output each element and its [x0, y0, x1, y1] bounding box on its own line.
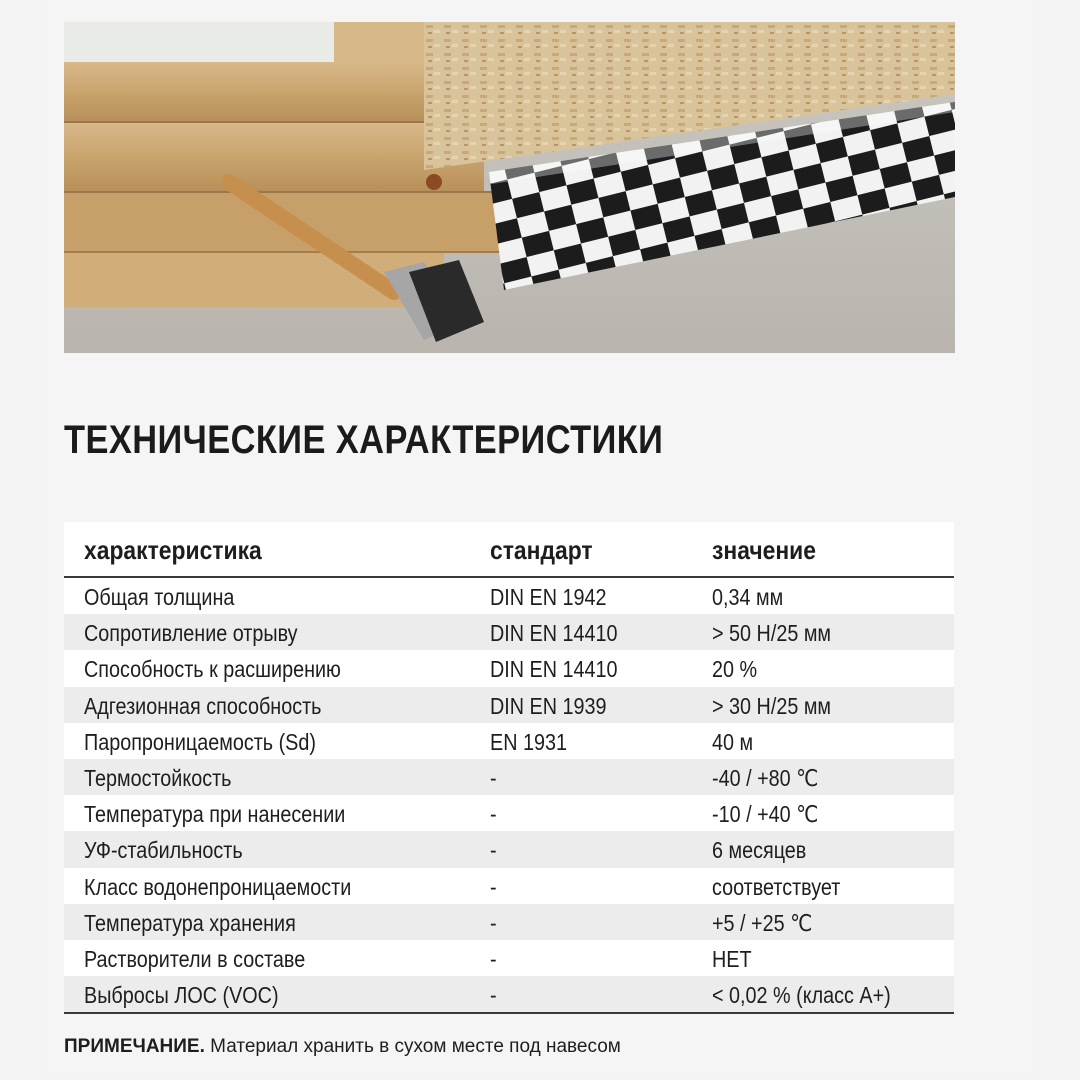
- storage-note: [64, 1036, 621, 1058]
- cell-standard: DIN EN 1942: [490, 584, 607, 610]
- table-row: [64, 795, 954, 831]
- cell-characteristic: УФ-стабильность: [84, 837, 243, 864]
- header-value: значение: [712, 535, 816, 565]
- cell-characteristic: Сопротивление отрыву: [84, 620, 298, 647]
- cell-standard: -: [490, 982, 497, 1009]
- cell-standard: -: [490, 764, 497, 791]
- cell-value: +5 / +25 ℃: [712, 909, 813, 936]
- cell-standard: DIN EN 14410: [490, 656, 618, 683]
- cell-characteristic: Растворители в составе: [84, 945, 306, 972]
- table-bottom-rule: [64, 1012, 954, 1014]
- specs-table: [64, 522, 954, 1014]
- cell-standard: -: [490, 909, 497, 936]
- cell-standard: DIN EN 14410: [490, 620, 618, 647]
- cell-value: > 50 Н/25 мм: [712, 620, 832, 647]
- cell-value: 40 м: [712, 728, 754, 755]
- table-row: [64, 976, 954, 1012]
- table-row: [64, 940, 954, 976]
- cell-characteristic: Класс водонепроницаемости: [84, 873, 352, 900]
- cell-characteristic: Адгезионная способность: [84, 692, 322, 719]
- cell-standard: -: [490, 945, 497, 972]
- table-row: [64, 650, 954, 686]
- cell-characteristic: Способность к расширению: [84, 656, 341, 683]
- cell-value: -40 / +80 ℃: [712, 764, 819, 791]
- header-characteristic: характеристика: [84, 535, 262, 565]
- cell-value: соответствует: [712, 873, 841, 900]
- note-text: Материал хранить в сухом месте под навесом: [204, 1036, 621, 1057]
- table-row: [64, 831, 954, 867]
- cell-standard: -: [490, 873, 497, 900]
- table-row: [64, 578, 954, 614]
- cell-standard: DIN EN 1939: [490, 692, 607, 719]
- table-body: [64, 578, 954, 1012]
- cell-characteristic: Температура хранения: [84, 909, 296, 936]
- table-row: [64, 723, 954, 759]
- cell-value: 6 месяцев: [712, 837, 807, 864]
- cell-characteristic: Выбросы ЛОС (VOC): [84, 982, 279, 1009]
- cell-standard: -: [490, 801, 497, 828]
- table-header: [64, 522, 954, 578]
- note-label: ПРИМЕЧАНИЕ.: [64, 1036, 205, 1057]
- table-row: [64, 868, 954, 904]
- table-row: [64, 904, 954, 940]
- cell-standard: -: [490, 837, 497, 864]
- cell-characteristic: Общая толщина: [84, 584, 235, 610]
- cell-value: < 0,02 % (класс А+): [712, 982, 891, 1009]
- cell-value: -10 / +40 ℃: [712, 801, 819, 828]
- cell-standard: EN 1931: [490, 728, 567, 755]
- cell-value: НЕТ: [712, 945, 752, 972]
- table-row: [64, 759, 954, 795]
- cell-characteristic: Температура при нанесении: [84, 801, 346, 828]
- table-row: [64, 614, 954, 650]
- header-standard: стандарт: [490, 535, 593, 565]
- cell-value: 20 %: [712, 656, 758, 683]
- page-title: ТЕХНИЧЕСКИЕ ХАРАКТЕРИСТИКИ: [64, 418, 664, 462]
- table-row: [64, 687, 954, 723]
- cell-characteristic: Термостойкость: [84, 764, 232, 791]
- cell-characteristic: Паропроницаемость (Sd): [84, 728, 316, 755]
- cell-value: 0,34 мм: [712, 584, 784, 610]
- cell-value: > 30 Н/25 мм: [712, 692, 832, 719]
- product-photo: [64, 22, 955, 353]
